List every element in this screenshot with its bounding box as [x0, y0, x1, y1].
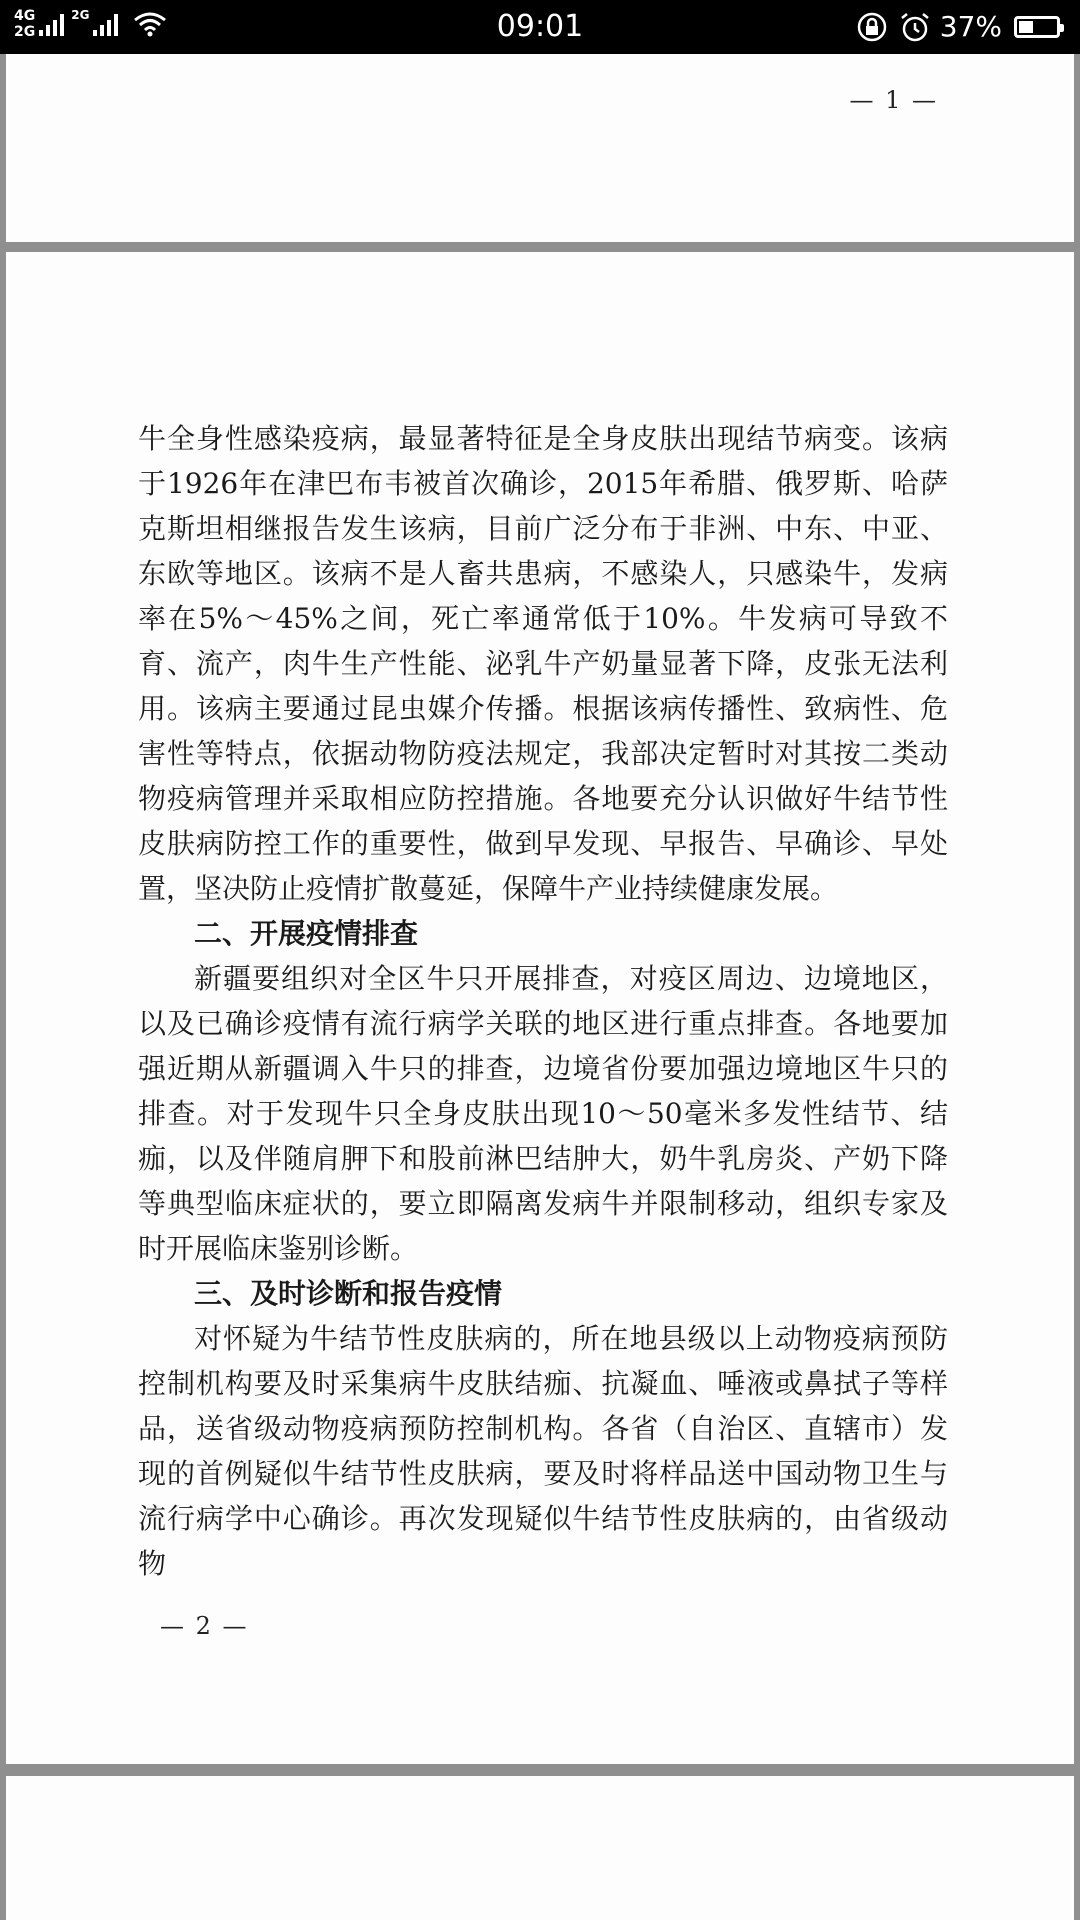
section-heading-3: 三、及时诊断和报告疫情 — [194, 1277, 503, 1310]
section-heading-2: 二、开展疫情排查 — [194, 917, 419, 950]
lock-rotation-icon — [856, 11, 888, 43]
network-second-label: 2G — [71, 8, 90, 22]
document-page-3 — [6, 1776, 1074, 1920]
page-number: — 1 — — [849, 86, 938, 114]
page-number: — 2 — — [160, 1612, 249, 1640]
battery-percent: 37% — [939, 10, 1002, 43]
battery-icon — [1014, 16, 1060, 38]
clock: 09:01 — [496, 9, 584, 44]
alarm-icon — [898, 11, 932, 43]
paragraph-3: 对怀疑为牛结节性皮肤病的，所在地县级以上动物疫病预防控制机构要及时采集病牛皮肤结痂、抗凝血、唾液或鼻拭子等样品，送省级动物疫病预防控制机构。各省（自治区、直辖市）发现的首例疑似牛结节性皮肤病，要及时将样品送中国动物卫生与流行病学中心确诊。再次发现疑似牛结节性皮肤病的，由省级动物 — [138, 1322, 948, 1580]
status-bar — [0, 0, 1080, 54]
network-top-label: 4G — [14, 8, 36, 24]
document-body — [138, 416, 948, 1586]
document-page-1 — [6, 54, 1074, 242]
paragraph-2: 新疆要组织对全区牛只开展排查，对疫区周边、边境地区，以及已确诊疫情有流行病学关联的地区进行重点排查。各地要加强近期从新疆调入牛只的排查，边境省份要加强边境地区牛只的排查。对于发现牛只全身皮肤出现10～50毫米多发性结节、结痂，以及伴随肩胛下和股前淋巴结肿大，奶牛乳房炎、产奶下降等典型临床症状的，要立即隔离发病牛并限制移动，组织专家及时开展临床鉴别诊断。 — [138, 962, 948, 1265]
document-page-2 — [6, 252, 1074, 1764]
paragraph-1: 牛全身性感染疫病，最显著特征是全身皮肤出现结节病变。该病于1926年在津巴布韦被首次确诊，2015年希腊、俄罗斯、哈萨克斯坦相继报告发生该病，目前广泛分布于非洲、中东、中亚、东欧等地区。该病不是人畜共患病，不感染人，只感染牛，发病率在5%～45%之间，死亡率通常低于10%。牛发病可导致不育、流产，肉牛生产性能、泌乳牛产奶量显著下降，皮张无法利用。该病主要通过昆虫媒介传播。根据该病传播性、致病性、危害性等特点，依据动物防疫法规定，我部决定暂时对其按二类动物疫病管理并采取相应防控措施。各地要充分认识做好牛结节性皮肤病防控工作的重要性，做到早发现、早报告、早确诊、早处置，坚决防止疫情扩散蔓延，保障牛产业持续健康发展。 — [138, 422, 948, 905]
network-bottom-label: 2G — [14, 24, 36, 40]
system-status — [856, 10, 1060, 43]
